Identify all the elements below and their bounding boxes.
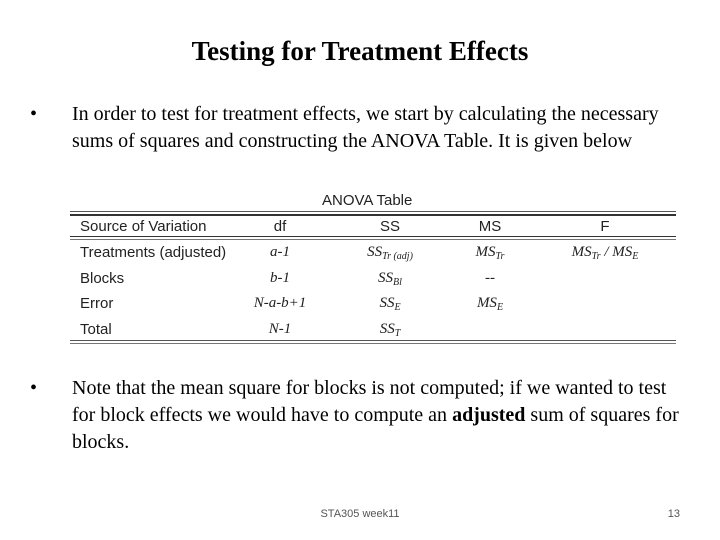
table-cell-ss xyxy=(360,295,420,313)
table-rule-bottom-double xyxy=(70,343,676,344)
table-rule-top xyxy=(70,211,676,212)
footer-course: STA305 week11 xyxy=(320,508,400,520)
bullet-text xyxy=(72,375,683,456)
table-rule-top-double xyxy=(70,214,676,216)
ss-subscript: Tr (adj) xyxy=(382,251,413,262)
ss-subscript: E xyxy=(394,302,401,313)
f-slash: / xyxy=(600,244,613,260)
ms-symbol: MS xyxy=(475,244,496,260)
table-cell-source: Error xyxy=(80,295,114,312)
table-caption: ANOVA Table xyxy=(322,192,413,209)
bullet-item xyxy=(28,375,683,456)
table-header-f: F xyxy=(600,218,610,235)
table-cell-df: N-a-b+1 xyxy=(253,295,307,311)
ms-subscript: E xyxy=(496,302,504,313)
ss-symbol: SS xyxy=(379,295,395,311)
table-header-source: Source of Variation xyxy=(80,218,207,235)
table-header-ss: SS xyxy=(379,218,400,235)
bullet-text-after: sum of squares for blocks. xyxy=(72,404,679,453)
ss-subscript: T xyxy=(394,328,401,339)
table-rule-bottom xyxy=(70,340,676,341)
table-header-ms: MS xyxy=(478,218,502,235)
table-cell-ss xyxy=(360,321,420,339)
ss-symbol: SS xyxy=(367,244,383,260)
f-numerator: MS xyxy=(571,244,592,260)
slide-title: Testing for Treatment Effects xyxy=(191,36,529,66)
bullet-marker: • xyxy=(30,103,38,125)
bullet-text: In order to test for treatment effects, we start by calculating the necessary sums of squares and constructing the ANOVA Table. It is given below xyxy=(72,103,659,152)
table-cell-source: Total xyxy=(80,321,112,338)
ss-subscript: Bl xyxy=(393,277,402,288)
table-cell-ss xyxy=(360,244,420,262)
table-rule-header-double xyxy=(70,239,676,240)
table-cell-source: Blocks xyxy=(80,270,125,287)
table-cell-df: b-1 xyxy=(270,270,290,286)
table-header-df: df xyxy=(273,218,287,235)
ss-symbol: SS xyxy=(378,270,394,286)
bullet-text-emphasis: adjusted xyxy=(452,404,526,426)
table-cell-source: Treatments (adjusted) xyxy=(80,244,227,261)
ms-subscript: Tr xyxy=(495,251,505,262)
ms-symbol: MS xyxy=(476,295,497,311)
f-denominator: MS xyxy=(612,244,633,260)
table-cell-df: a-1 xyxy=(270,244,290,260)
f-numerator-subscript: Tr xyxy=(591,251,601,262)
table-cell-ms: -- xyxy=(485,270,495,286)
table-rule-header xyxy=(70,236,676,237)
bullet-item xyxy=(28,101,683,155)
footer-page-number: 13 xyxy=(667,508,680,520)
table-cell-ss xyxy=(360,270,420,288)
bullet-text-before: Note that the mean square for blocks is not computed; if we wanted to test for block effects we would have to compute an xyxy=(72,377,667,426)
table-cell-df: N-1 xyxy=(268,321,292,337)
table-cell-ms xyxy=(460,244,520,262)
table-cell-ms xyxy=(460,295,520,313)
f-denominator-subscript: E xyxy=(632,251,639,262)
table-cell-f xyxy=(560,244,650,262)
ss-symbol: SS xyxy=(379,321,395,337)
bullet-marker: • xyxy=(30,377,38,399)
